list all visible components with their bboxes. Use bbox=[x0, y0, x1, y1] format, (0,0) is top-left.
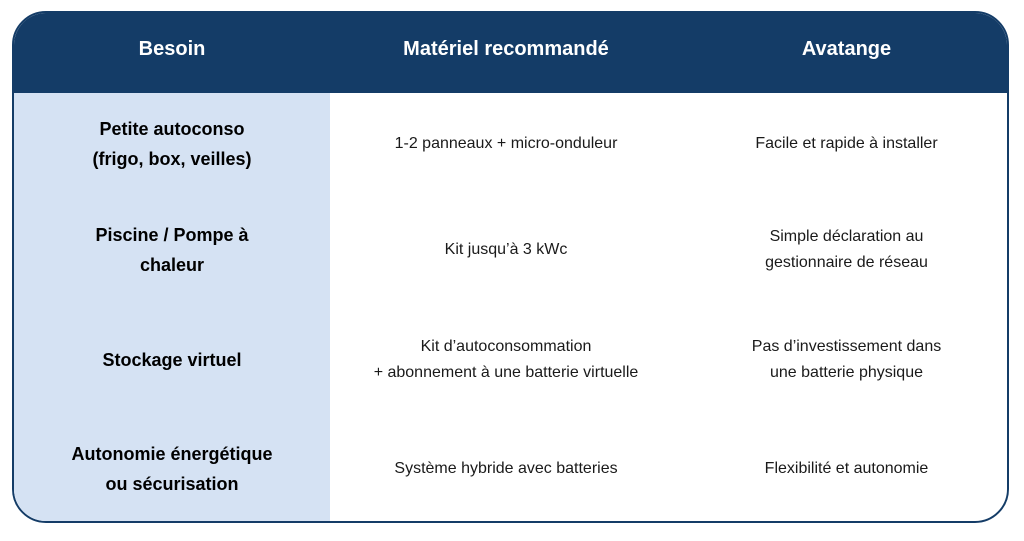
cell-advantage: Flexibilité et autonomie bbox=[764, 460, 929, 477]
cell-equipment: Kit d’autoconsommation + abonnement à une batterie virtuelle bbox=[373, 338, 639, 381]
header-advantage: Avatange bbox=[801, 38, 892, 60]
cell-need: Autonomie énergétique ou sécurisation bbox=[71, 444, 273, 494]
table-row bbox=[14, 415, 1007, 523]
table-row bbox=[14, 305, 1007, 415]
table-row bbox=[14, 93, 1007, 195]
comparison-table bbox=[12, 11, 1009, 523]
cell-need: Stockage virtuel bbox=[102, 350, 242, 370]
cell-equipment: Kit jusqu’à 3 kWc bbox=[444, 241, 568, 258]
cell-advantage: Facile et rapide à installer bbox=[755, 135, 938, 152]
header-equipment: Matériel recommandé bbox=[403, 38, 609, 60]
cell-equipment: Système hybride avec batteries bbox=[394, 460, 618, 477]
table-row bbox=[14, 195, 1007, 305]
cell-advantage: Pas d’investissement dans une batterie physique bbox=[751, 338, 942, 381]
table-header-row bbox=[14, 13, 1007, 93]
cell-equipment: 1-2 panneaux + micro-onduleur bbox=[394, 135, 618, 152]
cell-advantage: Simple déclaration au gestionnaire de réseau bbox=[765, 228, 928, 271]
cell-need: Petite autoconso (frigo, box, veilles) bbox=[92, 119, 252, 169]
cell-need: Piscine / Pompe à chaleur bbox=[95, 225, 249, 275]
header-need: Besoin bbox=[138, 38, 206, 60]
